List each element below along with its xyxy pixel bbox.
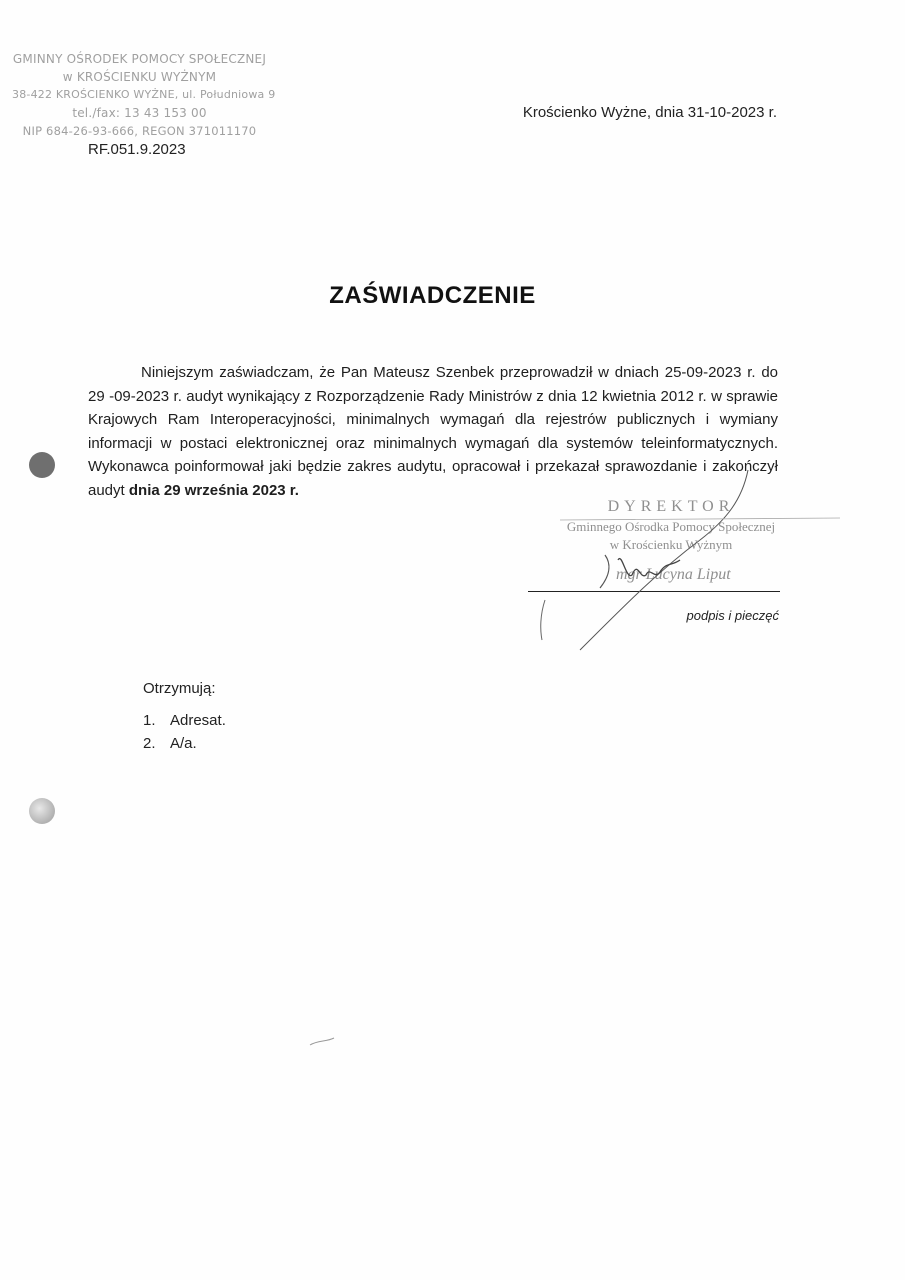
stamp-line: GMINNY OŚRODEK POMOCY SPOŁECZNEJ: [12, 52, 267, 66]
signature-line: [528, 591, 780, 592]
body-bold-date: dnia 29 września 2023 r.: [128, 481, 299, 499]
recipient-number: 1.: [143, 712, 156, 729]
stamp-title: DYREKTOR: [607, 498, 735, 515]
body-main-text: Niniejszym zaświadczam, że Pan Mateusz Szenbek przeprowadził w dniach 25-09-2023 r. do 29 -09-2023 r. audyt wynikający z Rozporządzenie Rady Ministrów z dnia 12 kwietnia 2012 r. w sprawie Krajowych Ram Interoperacyjności, minimalnych wymagań dla rejestrów publicznych i wymiany informacji w postaci elektronicznej oraz minimalnych wymagań dla systemów teleinformatycznych. Wykonawca poinformował jaki będzie zakres audytu, opracował i przekazał sprawozdanie i zakończył audyt: [88, 364, 778, 499]
stamp-line: 38-422 KROŚCIENKO WYŻNE, ul. Południowa 9: [12, 88, 276, 101]
document-title: ZAŚWIADCZENIE: [329, 282, 536, 309]
recipients-list: [143, 680, 226, 755]
stamp-institution-line: Gminnego Ośrodka Pomocy Społecznej: [566, 519, 776, 534]
institution-stamp: [12, 50, 276, 140]
document-body: [88, 361, 778, 502]
reference-number: RF.051.9.2023: [88, 141, 186, 158]
place-and-date: Krościenko Wyżne, dnia 31-10-2023 r.: [522, 104, 777, 121]
recipient-item: [143, 709, 226, 732]
punch-hole-mark: [29, 798, 55, 824]
punch-hole-mark: [29, 452, 55, 478]
recipient-text: Adresat.: [170, 712, 226, 729]
recipient-text: A/a.: [170, 735, 197, 752]
stamp-signatory-name: mgr Lucyna Liput: [616, 566, 731, 583]
recipient-number: 2.: [143, 735, 156, 752]
stamp-line: tel./fax: 13 43 153 00: [72, 106, 207, 120]
recipients-heading: Otrzymują:: [143, 680, 216, 697]
stamp-line: NIP 684-26-93-666, REGON 371011170: [22, 124, 257, 138]
signature-caption: podpis i pieczęć: [686, 608, 779, 623]
director-stamp: [556, 496, 786, 584]
stamp-location-line: w Krościenku Wyżnym: [609, 537, 733, 552]
recipient-item: [143, 732, 226, 755]
stamp-line: w KROŚCIENKU WYŻNYM: [62, 70, 217, 84]
